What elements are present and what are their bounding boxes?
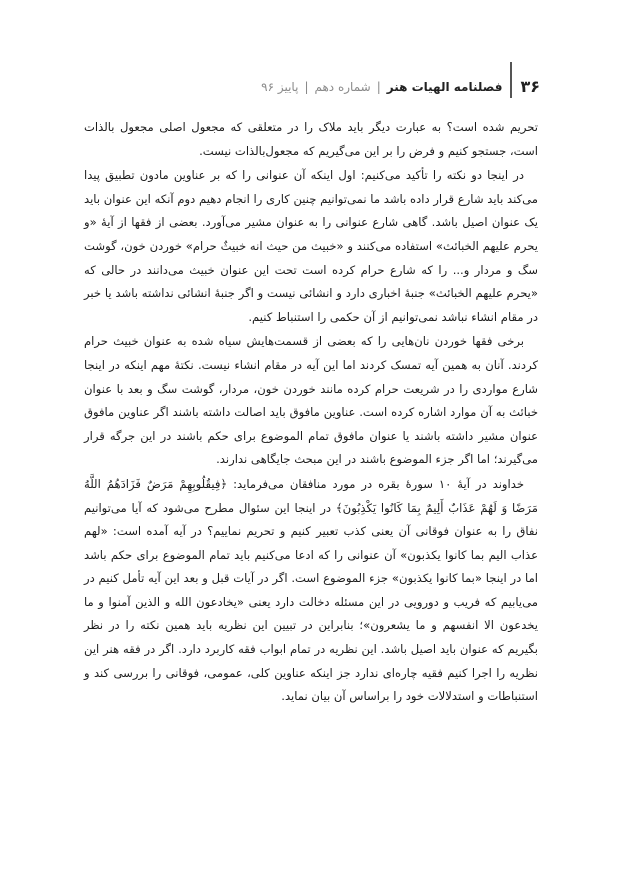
paragraph: برخی فقها خوردن نان‌هایی را که بعضی از قسمت‌هایش سیاه شده به عنوان خبیث حرام کردند. آنان به همین آیه تمسک کردند اما این آیه در مقام انشاء نیست. نکتهٔ مهم اینکه در اینجا شارع مواردی را در شریعت حرام کرده مانند خوردن خون، مردار، گوشت سگ و بعد با عنوان خبائث به آن موارد اشاره کرده است. عناوین مافوق باید اصالت داشته باشند اگر عناوین مافوق عنوان مشیر داشته باشند یا عنوان مافوق تمام الموضوع برای حکم باشند در این جرگه قرار می‌گیرند؛ اما اگر جزء الموضوع باشند در این مبحث جایگاهی ندارند.	[84, 334, 538, 467]
header-meta	[261, 62, 502, 96]
paragraph: در اینجا دو نکته را تأکید می‌کنیم: اول اینکه آن عنوانی را که بر عناوین مادون تطبیق پیدا می‌کند باید شارع قرار داده باشد ما نمی‌توانیم چنین کاری را انجام دهیم دوم آنکه این عنوان باید یک عنوان اصیل باشد. گاهی شارع عنوانی را به عنوان مشیر می‌آورد. بعضی از فقها از آیهٔ «و یحرم علیهم الخبائث» استفاده می‌کنند و «خبیث من حیث انه خبیثٌ حرام» خوردن خون، گوشت سگ و مردار و... را که شارع حرام کرده است تحت این عنوان خبیث می‌دانند در حالی که «یحرم علیهم الخبائث» جنبهٔ اخباری دارد و انشائی نیست و اگر جنبهٔ انشائی نداشته باشد یا خبر در مقام انشاء نباشد نمی‌توانیم از آن حکمی را استنباط کنیم.	[84, 168, 538, 324]
header-separator: |	[376, 80, 381, 94]
season-label: پاییز ۹۶	[261, 80, 299, 94]
journal-title: فصلنامه الهیات هنر	[386, 80, 503, 94]
body-text	[84, 116, 538, 710]
header-vertical-rule	[510, 62, 512, 98]
page-number: ۳۶	[520, 77, 540, 96]
paragraph: خداوند در آیهٔ ۱۰ سورهٔ بقره در مورد منافقان می‌فرماید: ﴿فِیقُلُوبِهِمْ مَرَضٌ فَزَادَهُمُ اللَّهُ مَرَضًا وَ لَهُمْ عَذَابٌ أَلِیمٌ بِمَا كَانُوا یَكْذِبُونَ﴾ در اینجا این سئوال مطرح می‌شود که آیا می‌توانیم نفاق را به عنوان فوقانی آن یعنی کذب تعبیر کنیم و تحریم نماییم؟ در آیه آمده است: «لهم عذاب الیم بما کانوا یکذبون» آن عنوانی را که ادعا می‌کنیم باید تمام الموضوع برای حکم باشد اما در اینجا «بما کانوا یکذبون» جزء الموضوع است. اگر در آیات قبل و بعد این آیه تأمل کنیم در می‌یابیم که فریب و دورویی در این مسئله دخالت دارد یعنی «یخادعون الله و الذین آمنوا و ما یخدعون الا انفسهم و ما یشعرون»؛ بنابراین در تبیین این نظریه باید همین نکته را در نظر بگیریم که عنوان باید اصیل باشد. این نظریه در تمام ابواب فقه کاربرد دارد. اگر در فقه هنر این نظریه را اجرا کنیم فقیه چاره‌ای ندارد جز اینکه عناوین کلی، عمومی، فوقانی را بررسی کند و استنباطات و استدلالات خود را براساس آن بیان نماید.	[84, 476, 538, 704]
header-separator: |	[304, 80, 309, 94]
issue-label: شماره دهم	[314, 80, 371, 94]
paragraph: تحریم شده است؟ به عبارت دیگر باید ملاک را در متعلقی که مجعول اصلی مجعول بالذات است، جستجو کنیم و فرض را بر این می‌گیریم که مجعول‌بالذات نیست.	[84, 120, 538, 158]
running-header	[84, 62, 540, 98]
